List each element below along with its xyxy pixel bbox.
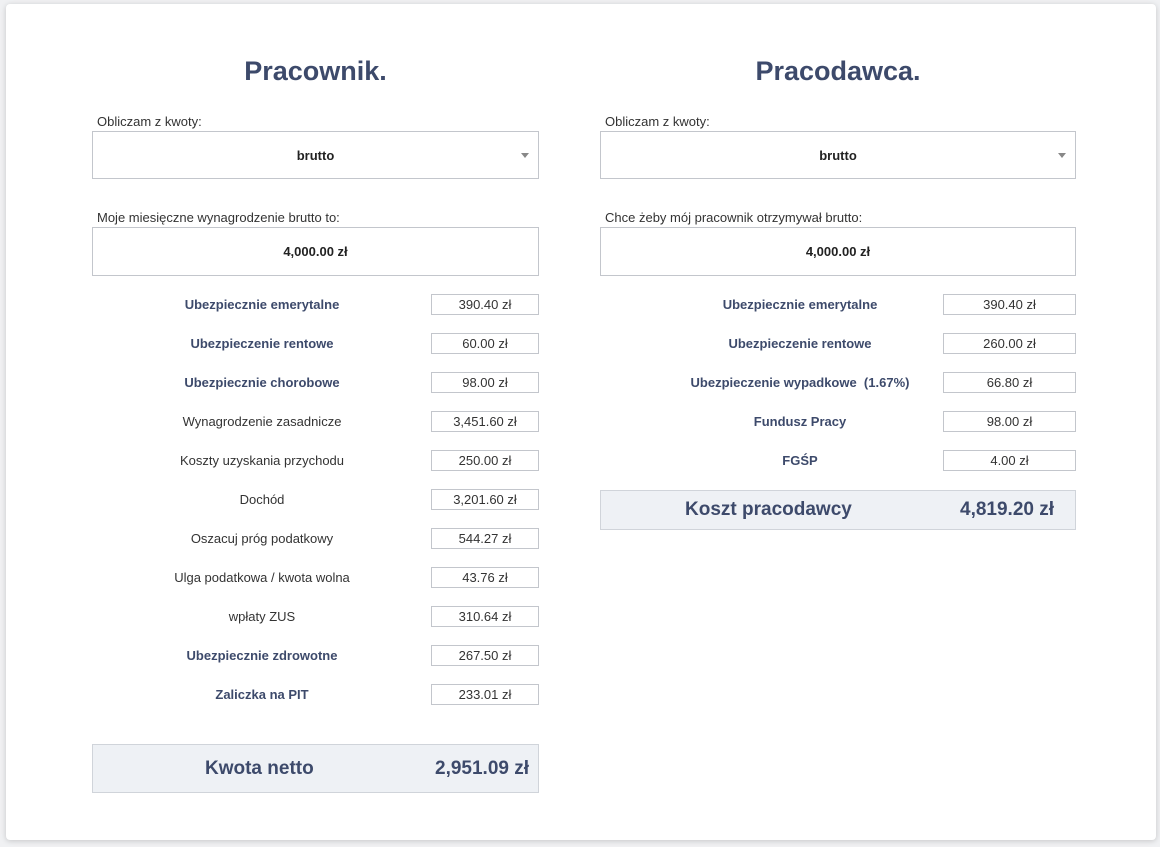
chevron-down-icon — [1058, 153, 1066, 158]
employee-calc-from-label: Obliczam z kwoty: — [97, 114, 202, 129]
row-value: 250.00 zł — [431, 450, 539, 471]
employee-row-costs — [92, 450, 539, 472]
employer-calc-from-label: Obliczam z kwoty: — [605, 114, 710, 129]
employee-row-tax-threshold — [92, 528, 539, 550]
row-label: Ubezpieczenie rentowe — [190, 336, 334, 351]
row-label: Oszacuj próg podatkowy — [190, 531, 334, 546]
employee-row-income — [92, 489, 539, 511]
row-value: 98.00 zł — [943, 411, 1076, 432]
employer-calc-from-value: brutto — [819, 147, 857, 163]
row-label: Ubezpieczenie rentowe — [728, 336, 872, 351]
employee-salary-value: 4,000.00 zł — [283, 244, 348, 259]
employee-net-total — [92, 744, 539, 793]
row-label: FGŚP — [782, 453, 818, 468]
employer-salary-input[interactable] — [600, 227, 1076, 276]
employee-row-zus — [92, 606, 539, 628]
employer-row-fgsp — [600, 450, 1076, 472]
employer-salary-label: Chce żeby mój pracownik otrzymywał brutto: — [605, 210, 863, 225]
calculator-card — [6, 4, 1156, 840]
employer-row-disability — [600, 333, 1076, 355]
employer-calc-from-select[interactable] — [600, 131, 1076, 179]
employee-row-sickness — [92, 372, 539, 394]
row-value: 310.64 zł — [431, 606, 539, 627]
row-label: Ulga podatkowa / kwota wolna — [174, 570, 350, 585]
row-value: 4.00 zł — [943, 450, 1076, 471]
row-value: 267.50 zł — [431, 645, 539, 666]
row-value: 233.01 zł — [431, 684, 539, 705]
employee-row-pension — [92, 294, 539, 316]
row-label: Ubezpieczenie wypadkowe (1.67%) — [690, 375, 910, 390]
row-value: 66.80 zł — [943, 372, 1076, 393]
chevron-down-icon — [521, 153, 529, 158]
employee-salary-input[interactable] — [92, 227, 539, 276]
row-value: 60.00 zł — [431, 333, 539, 354]
row-value: 544.27 zł — [431, 528, 539, 549]
row-label: Ubezpiecznie emerytalne — [184, 297, 340, 312]
employee-row-pit — [92, 684, 539, 706]
employer-cost-total — [600, 490, 1076, 530]
row-value: 390.40 zł — [943, 294, 1076, 315]
employer-salary-value: 4,000.00 zł — [805, 244, 871, 259]
row-label: Ubezpiecznie chorobowe — [184, 375, 340, 390]
net-total-value: 2,951.09 zł — [435, 757, 530, 779]
employee-calc-from-value: brutto — [296, 147, 335, 163]
employee-title: Pracownik. — [244, 56, 387, 86]
row-value: 98.00 zł — [431, 372, 539, 393]
row-label: Fundusz Pracy — [753, 414, 847, 429]
employee-row-tax-relief — [92, 567, 539, 589]
row-label: wpłaty ZUS — [228, 609, 296, 624]
row-label: Ubezpiecznie emerytalne — [722, 297, 878, 312]
employee-row-base-salary — [92, 411, 539, 433]
employer-row-labor-fund — [600, 411, 1076, 433]
employee-calc-from-select[interactable] — [92, 131, 539, 179]
row-value: 390.40 zł — [431, 294, 539, 315]
row-value: 3,451.60 zł — [431, 411, 539, 432]
row-label: Wynagrodzenie zasadnicze — [182, 414, 342, 429]
row-value: 260.00 zł — [943, 333, 1076, 354]
employer-cost-value: 4,819.20 zł — [960, 499, 1055, 520]
row-value: 43.76 zł — [431, 567, 539, 588]
row-label: Zaliczka na PIT — [215, 687, 309, 702]
row-value: 3,201.60 zł — [431, 489, 539, 510]
employee-row-disability — [92, 333, 539, 355]
employer-row-pension — [600, 294, 1076, 316]
employer-title: Pracodawca. — [755, 56, 921, 86]
employee-salary-label: Moje miesięczne wynagrodzenie brutto to: — [97, 210, 340, 225]
employee-row-health — [92, 645, 539, 667]
row-label: Ubezpiecznie zdrowotne — [186, 648, 338, 663]
row-label: Dochód — [239, 492, 285, 507]
employer-cost-label: Koszt pracodawcy — [685, 499, 852, 520]
row-label: Koszty uzyskania przychodu — [179, 453, 345, 468]
net-total-label: Kwota netto — [205, 757, 314, 779]
employer-row-accident — [600, 372, 1076, 394]
